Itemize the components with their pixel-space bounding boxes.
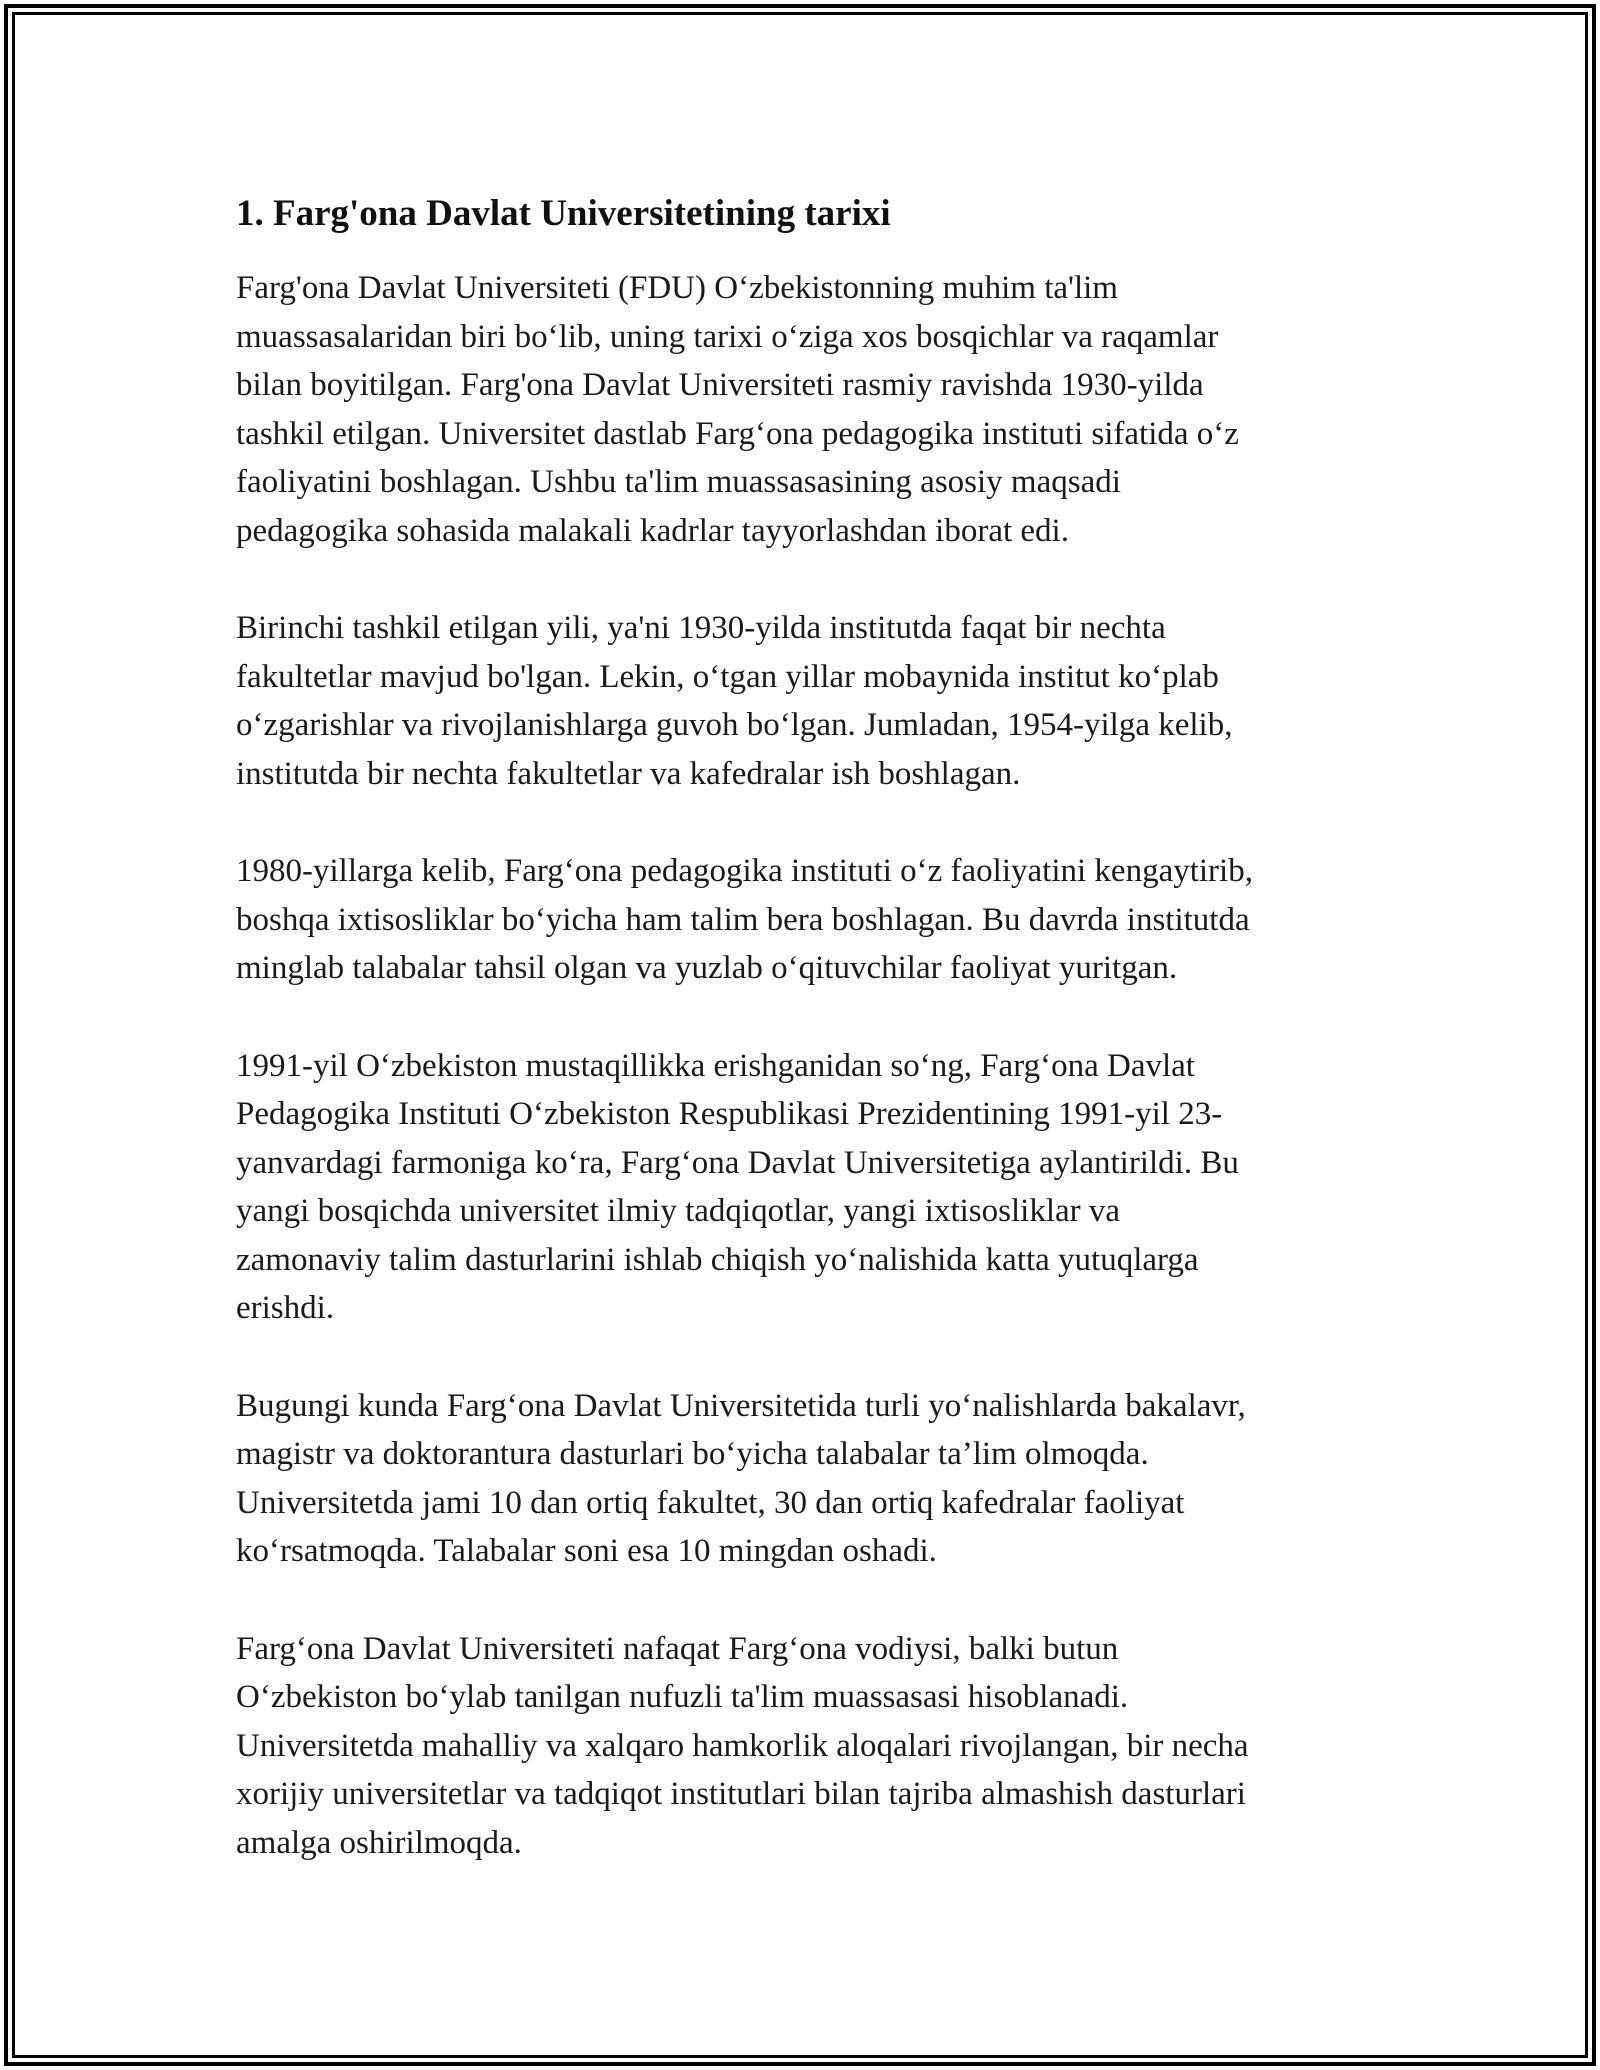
- paragraph-line: institutda bir nechta fakultetlar va kafedralar ish boshlagan.: [236, 755, 1021, 792]
- paragraph-line: faoliyatini boshlagan. Ushbu ta'lim muassasasining asosiy maqsadi: [236, 464, 1121, 500]
- paragraph-line: xorijiy universitetlar va tadqiqot institutlari bilan tajriba almashish dasturlari: [236, 1776, 1246, 1812]
- paragraph-line: tashkil etilgan. Universitet dastlab Farg‘ona pedagogika instituti sifatida o‘z: [236, 415, 1239, 452]
- paragraph-line: zamonaviy talim dasturlarini ishlab chiqish yo‘nalishida katta yutuqlarga: [236, 1241, 1199, 1278]
- paragraph-first-year: [236, 604, 1376, 798]
- paragraph-line: 1991-yil O‘zbekiston mustaqillikka erishganidan so‘ng, Farg‘ona Davlat: [236, 1047, 1195, 1084]
- paragraph-line: yangi bosqichda universitet ilmiy tadqiqotlar, yangi ixtisosliklar va: [236, 1193, 1121, 1229]
- section-heading: 1. Farg'ona Davlat Universitetining tarixi: [236, 193, 891, 234]
- paragraph-1980s: [236, 847, 1376, 993]
- paragraph-line: bilan boyitilgan. Farg'ona Davlat Universiteti rasmiy ravishda 1930-yilda: [236, 367, 1204, 403]
- paragraph-line: O‘zbekiston bo‘ylab tanilgan nufuzli ta'lim muassasasi hisoblanadi.: [236, 1679, 1129, 1715]
- paragraph-line: fakultetlar mavjud bo'lgan. Lekin, o‘tgan yillar mobaynida institut ko‘plab: [236, 658, 1219, 695]
- paragraph-line: 1980-yillarga kelib, Farg‘ona pedagogika instituti o‘z faoliyatini kengaytirib,: [236, 853, 1253, 889]
- paragraph-line: boshqa ixtisosliklar bo‘yicha ham talim bera boshlagan. Bu davrda institutda: [236, 901, 1250, 938]
- paragraph-line: yanvardagi farmoniga ko‘ra, Farg‘ona Davlat Universitetiga aylantirildi. Bu: [236, 1144, 1239, 1181]
- paragraph-line: Farg‘ona Davlat Universiteti nafaqat Farg‘ona vodiysi, balki butun: [236, 1630, 1119, 1667]
- paragraph-line: Pedagogika Instituti O‘zbekiston Respublikasi Prezidentining 1991-yil 23-: [236, 1096, 1223, 1132]
- paragraph-line: ko‘rsatmoqda. Talabalar soni esa 10 mingdan oshadi.: [236, 1533, 937, 1569]
- paragraph-line: Universitetda jami 10 dan ortiq fakultet, 30 dan ortiq kafedralar faoliyat: [236, 1484, 1185, 1521]
- paragraph-line: Birinchi tashkil etilgan yili, ya'ni 1930-yilda institutda faqat bir nechta: [236, 610, 1166, 646]
- paragraph-line: pedagogika sohasida malakali kadrlar tayyorlashdan iborat edi.: [236, 512, 1069, 549]
- paragraph-independence: [236, 1042, 1376, 1333]
- document-body: [236, 184, 1376, 1916]
- paragraph-line: muassasalaridan biri bo‘lib, uning tarixi o‘ziga xos bosqichlar va raqamlar: [236, 318, 1219, 355]
- paragraph-today: [236, 1382, 1376, 1576]
- paragraph-line: Farg'ona Davlat Universiteti (FDU) O‘zbekistonning muhim ta'lim: [236, 270, 1118, 306]
- paragraph-history-intro: [236, 264, 1376, 555]
- paragraph-line: minglab talabalar tahsil olgan va yuzlab o‘qituvchilar faoliyat yuritgan.: [236, 950, 1178, 986]
- paragraph-line: Universitetda mahalliy va xalqaro hamkorlik aloqalari rivojlangan, bir necha: [236, 1727, 1249, 1764]
- paragraph-reputation: [236, 1625, 1376, 1868]
- paragraph-line: amalga oshirilmoqda.: [236, 1824, 522, 1861]
- paragraph-line: o‘zgarishlar va rivojlanishlarga guvoh bo‘lgan. Jumladan, 1954-yilga kelib,: [236, 707, 1233, 743]
- paragraph-line: Bugungi kunda Farg‘ona Davlat Universitetida turli yo‘nalishlarda bakalavr,: [236, 1387, 1246, 1424]
- paragraph-line: magistr va doktorantura dasturlari bo‘yicha talabalar ta’lim olmoqda.: [236, 1436, 1149, 1472]
- paragraph-line: erishdi.: [236, 1290, 335, 1326]
